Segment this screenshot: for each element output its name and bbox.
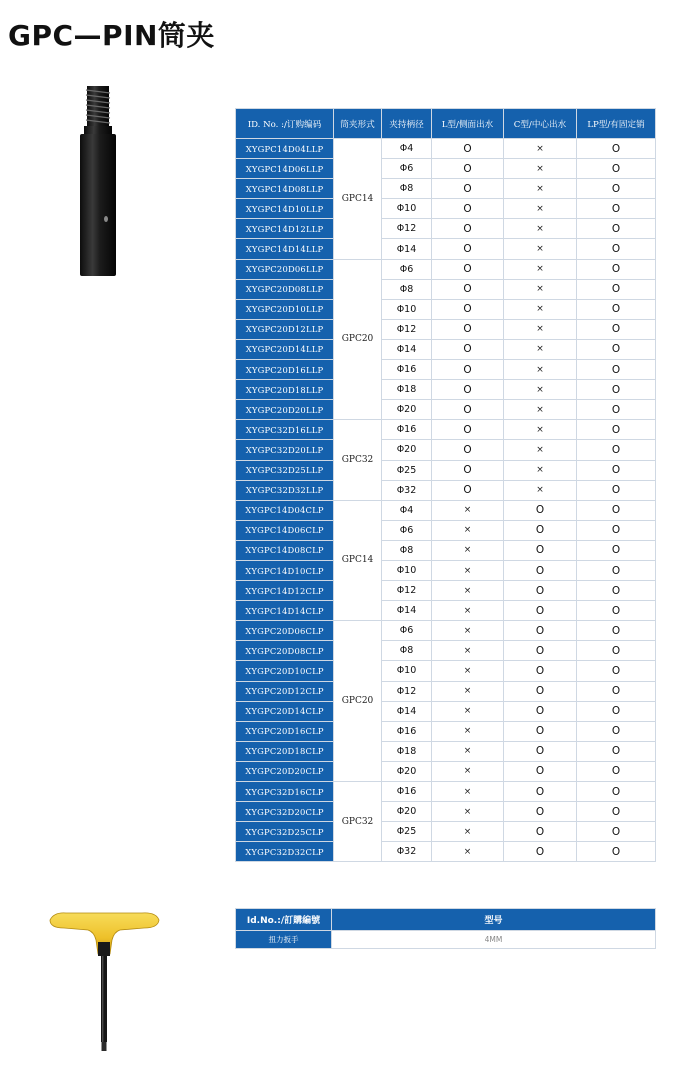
l-type-cell: ×	[432, 802, 504, 822]
shank-diameter-cell: Φ8	[382, 179, 432, 199]
l-type-cell: ×	[432, 601, 504, 621]
lp-type-cell: O	[577, 219, 656, 239]
table-row	[236, 761, 656, 781]
shank-diameter-cell: Φ14	[382, 339, 432, 359]
accessory-row	[236, 931, 656, 949]
l-type-cell: ×	[432, 842, 504, 862]
c-type-cell: ×	[504, 179, 577, 199]
l-type-cell: ×	[432, 681, 504, 701]
lp-type-cell: O	[577, 641, 656, 661]
pin-collet-photo	[56, 82, 140, 282]
order-code-cell: XYGPC20D12LLP	[236, 319, 334, 339]
lp-type-cell: O	[577, 259, 656, 279]
lp-type-cell: O	[577, 420, 656, 440]
shank-diameter-cell: Φ10	[382, 661, 432, 681]
shank-diameter-cell: Φ20	[382, 440, 432, 460]
page-title: GPC—PIN筒夹	[8, 19, 215, 52]
c-type-cell: O	[504, 520, 577, 540]
c-type-cell: O	[504, 621, 577, 641]
c-type-cell: O	[504, 782, 577, 802]
order-code-cell: XYGPC20D16LLP	[236, 360, 334, 380]
lp-type-cell: O	[577, 701, 656, 721]
table-row	[236, 139, 656, 159]
collet-type-cell: GPC32	[334, 420, 382, 500]
l-type-cell: O	[432, 219, 504, 239]
table-row	[236, 741, 656, 761]
lp-type-cell: O	[577, 761, 656, 781]
lp-type-cell: O	[577, 822, 656, 842]
l-type-cell: ×	[432, 761, 504, 781]
lp-type-cell: O	[577, 741, 656, 761]
l-type-cell: ×	[432, 822, 504, 842]
order-code-cell: XYGPC20D10LLP	[236, 299, 334, 319]
order-code-cell: XYGPC14D06LLP	[236, 159, 334, 179]
shank-diameter-cell: Φ20	[382, 400, 432, 420]
lp-type-cell: O	[577, 581, 656, 601]
shank-diameter-cell: Φ10	[382, 299, 432, 319]
lp-type-cell: O	[577, 500, 656, 520]
shank-diameter-cell: Φ32	[382, 480, 432, 500]
c-type-cell: O	[504, 721, 577, 741]
collet-type-cell: GPC14	[334, 139, 382, 260]
l-type-cell: ×	[432, 641, 504, 661]
lp-type-cell: O	[577, 179, 656, 199]
shank-diameter-cell: Φ6	[382, 259, 432, 279]
table-row	[236, 219, 656, 239]
table-row	[236, 822, 656, 842]
shank-diameter-cell: Φ12	[382, 219, 432, 239]
collet-spec-table	[235, 108, 656, 862]
lp-type-cell: O	[577, 661, 656, 681]
c-type-cell: O	[504, 560, 577, 580]
order-code-cell: XYGPC20D10CLP	[236, 661, 334, 681]
shank-diameter-cell: Φ20	[382, 761, 432, 781]
shank-diameter-cell: Φ16	[382, 420, 432, 440]
c-type-cell: ×	[504, 319, 577, 339]
l-type-cell: O	[432, 319, 504, 339]
order-code-cell: XYGPC14D10CLP	[236, 560, 334, 580]
l-type-cell: ×	[432, 721, 504, 741]
table-row	[236, 199, 656, 219]
order-code-cell: XYGPC14D12CLP	[236, 581, 334, 601]
c-type-cell: ×	[504, 360, 577, 380]
shank-diameter-cell: Φ10	[382, 560, 432, 580]
c-type-cell: ×	[504, 239, 577, 259]
header-collet-type: 筒夹形式	[334, 109, 382, 139]
order-code-cell: XYGPC32D16LLP	[236, 420, 334, 440]
lp-type-cell: O	[577, 339, 656, 359]
c-type-cell: O	[504, 701, 577, 721]
lp-type-cell: O	[577, 621, 656, 641]
c-type-cell: O	[504, 761, 577, 781]
shank-diameter-cell: Φ16	[382, 782, 432, 802]
shank-diameter-cell: Φ14	[382, 239, 432, 259]
c-type-cell: ×	[504, 159, 577, 179]
lp-type-cell: O	[577, 400, 656, 420]
collet-type-cell: GPC32	[334, 782, 382, 862]
table-row	[236, 520, 656, 540]
header-l-type: L型/侧面出水	[432, 109, 504, 139]
table-row	[236, 842, 656, 862]
shank-diameter-cell: Φ25	[382, 460, 432, 480]
c-type-cell: ×	[504, 380, 577, 400]
c-type-cell: ×	[504, 219, 577, 239]
header-c-type: C型/中心出水	[504, 109, 577, 139]
c-type-cell: ×	[504, 400, 577, 420]
lp-type-cell: O	[577, 480, 656, 500]
lp-type-cell: O	[577, 842, 656, 862]
table-row	[236, 420, 656, 440]
table-row	[236, 601, 656, 621]
order-code-cell: XYGPC20D12CLP	[236, 681, 334, 701]
lp-type-cell: O	[577, 782, 656, 802]
order-code-cell: XYGPC14D08CLP	[236, 540, 334, 560]
collet-type-cell: GPC20	[334, 259, 382, 420]
l-type-cell: O	[432, 279, 504, 299]
l-type-cell: O	[432, 460, 504, 480]
lp-type-cell: O	[577, 279, 656, 299]
collet-type-cell: GPC20	[334, 621, 382, 782]
order-code-cell: XYGPC14D08LLP	[236, 179, 334, 199]
c-type-cell: ×	[504, 440, 577, 460]
table-row	[236, 701, 656, 721]
order-code-cell: XYGPC32D32LLP	[236, 480, 334, 500]
shank-diameter-cell: Φ8	[382, 540, 432, 560]
order-code-cell: XYGPC32D16CLP	[236, 782, 334, 802]
table-row	[236, 621, 656, 641]
shank-diameter-cell: Φ12	[382, 319, 432, 339]
order-code-cell: XYGPC32D20LLP	[236, 440, 334, 460]
order-code-cell: XYGPC14D14LLP	[236, 239, 334, 259]
table-row	[236, 681, 656, 701]
shank-diameter-cell: Φ16	[382, 721, 432, 741]
l-type-cell: O	[432, 239, 504, 259]
lp-type-cell: O	[577, 560, 656, 580]
table-row	[236, 782, 656, 802]
collet-type-cell: GPC14	[334, 500, 382, 621]
table-row	[236, 480, 656, 500]
table-row	[236, 560, 656, 580]
lp-type-cell: O	[577, 239, 656, 259]
l-type-cell: ×	[432, 500, 504, 520]
accessory-header-model: 型号	[332, 909, 656, 931]
l-type-cell: O	[432, 159, 504, 179]
order-code-cell: XYGPC14D12LLP	[236, 219, 334, 239]
header-shank-diameter: 夹持柄径	[382, 109, 432, 139]
shank-diameter-cell: Φ10	[382, 199, 432, 219]
table-row	[236, 540, 656, 560]
lp-type-cell: O	[577, 520, 656, 540]
shank-diameter-cell: Φ4	[382, 500, 432, 520]
shank-diameter-cell: Φ18	[382, 741, 432, 761]
table-row	[236, 460, 656, 480]
l-type-cell: O	[432, 380, 504, 400]
c-type-cell: O	[504, 741, 577, 761]
c-type-cell: O	[504, 641, 577, 661]
c-type-cell: ×	[504, 259, 577, 279]
accessory-header-row	[236, 909, 656, 931]
c-type-cell: ×	[504, 460, 577, 480]
shank-diameter-cell: Φ25	[382, 822, 432, 842]
l-type-cell: O	[432, 360, 504, 380]
order-code-cell: XYGPC14D04CLP	[236, 500, 334, 520]
c-type-cell: ×	[504, 480, 577, 500]
accessory-table	[235, 908, 656, 949]
c-type-cell: O	[504, 500, 577, 520]
lp-type-cell: O	[577, 440, 656, 460]
order-code-cell: XYGPC20D18CLP	[236, 741, 334, 761]
order-code-cell: XYGPC32D20CLP	[236, 802, 334, 822]
order-code-cell: XYGPC32D25LLP	[236, 460, 334, 480]
lp-type-cell: O	[577, 721, 656, 741]
lp-type-cell: O	[577, 540, 656, 560]
l-type-cell: O	[432, 480, 504, 500]
table-row	[236, 440, 656, 460]
order-code-cell: XYGPC32D25CLP	[236, 822, 334, 842]
c-type-cell: ×	[504, 139, 577, 159]
l-type-cell: ×	[432, 621, 504, 641]
l-type-cell: ×	[432, 540, 504, 560]
lp-type-cell: O	[577, 319, 656, 339]
table-row	[236, 299, 656, 319]
order-code-cell: XYGPC20D06CLP	[236, 621, 334, 641]
table-row	[236, 239, 656, 259]
l-type-cell: ×	[432, 661, 504, 681]
table-row	[236, 259, 656, 279]
l-type-cell: O	[432, 400, 504, 420]
shank-diameter-cell: Φ6	[382, 621, 432, 641]
c-type-cell: O	[504, 601, 577, 621]
shank-diameter-cell: Φ16	[382, 360, 432, 380]
lp-type-cell: O	[577, 460, 656, 480]
l-type-cell: O	[432, 339, 504, 359]
c-type-cell: O	[504, 581, 577, 601]
order-code-cell: XYGPC20D18LLP	[236, 380, 334, 400]
table-row	[236, 319, 656, 339]
lp-type-cell: O	[577, 802, 656, 822]
l-type-cell: O	[432, 179, 504, 199]
table-row	[236, 721, 656, 741]
order-code-cell: XYGPC20D20LLP	[236, 400, 334, 420]
shank-diameter-cell: Φ6	[382, 159, 432, 179]
l-type-cell: ×	[432, 520, 504, 540]
shank-diameter-cell: Φ12	[382, 681, 432, 701]
c-type-cell: ×	[504, 279, 577, 299]
l-type-cell: ×	[432, 741, 504, 761]
table-row	[236, 380, 656, 400]
order-code-cell: XYGPC20D08CLP	[236, 641, 334, 661]
order-code-cell: XYGPC20D14CLP	[236, 701, 334, 721]
c-type-cell: O	[504, 802, 577, 822]
lp-type-cell: O	[577, 159, 656, 179]
order-code-cell: XYGPC20D08LLP	[236, 279, 334, 299]
table-row	[236, 802, 656, 822]
shank-diameter-cell: Φ32	[382, 842, 432, 862]
shank-diameter-cell: Φ12	[382, 581, 432, 601]
order-code-cell: XYGPC20D06LLP	[236, 259, 334, 279]
table-row	[236, 279, 656, 299]
l-type-cell: O	[432, 420, 504, 440]
c-type-cell: ×	[504, 339, 577, 359]
lp-type-cell: O	[577, 360, 656, 380]
table-row	[236, 159, 656, 179]
table-row	[236, 400, 656, 420]
t-handle-wrench-photo	[44, 906, 164, 1056]
l-type-cell: O	[432, 259, 504, 279]
order-code-cell: XYGPC20D20CLP	[236, 761, 334, 781]
table-header-row	[236, 109, 656, 139]
l-type-cell: O	[432, 199, 504, 219]
order-code-cell: XYGPC14D10LLP	[236, 199, 334, 219]
accessory-header-id: Id.No.:/訂購編號	[236, 909, 332, 931]
accessory-name: 扭力扳手	[236, 931, 332, 949]
order-code-cell: XYGPC14D06CLP	[236, 520, 334, 540]
shank-diameter-cell: Φ6	[382, 520, 432, 540]
l-type-cell: O	[432, 299, 504, 319]
header-lp-type: LP型/有固定销	[577, 109, 656, 139]
order-code-cell: XYGPC32D32CLP	[236, 842, 334, 862]
c-type-cell: O	[504, 822, 577, 842]
c-type-cell: ×	[504, 199, 577, 219]
l-type-cell: O	[432, 440, 504, 460]
order-code-cell: XYGPC20D16CLP	[236, 721, 334, 741]
order-code-cell: XYGPC20D14LLP	[236, 339, 334, 359]
shank-diameter-cell: Φ14	[382, 701, 432, 721]
lp-type-cell: O	[577, 139, 656, 159]
shank-diameter-cell: Φ18	[382, 380, 432, 400]
table-row	[236, 581, 656, 601]
l-type-cell: ×	[432, 581, 504, 601]
order-code-cell: XYGPC14D04LLP	[236, 139, 334, 159]
table-row	[236, 179, 656, 199]
table-row	[236, 641, 656, 661]
c-type-cell: O	[504, 661, 577, 681]
shank-diameter-cell: Φ14	[382, 601, 432, 621]
shank-diameter-cell: Φ20	[382, 802, 432, 822]
order-code-cell: XYGPC14D14CLP	[236, 601, 334, 621]
shank-diameter-cell: Φ8	[382, 641, 432, 661]
c-type-cell: O	[504, 842, 577, 862]
lp-type-cell: O	[577, 681, 656, 701]
table-row	[236, 500, 656, 520]
lp-type-cell: O	[577, 601, 656, 621]
lp-type-cell: O	[577, 380, 656, 400]
accessory-model-value: 4MM	[332, 931, 656, 949]
shank-diameter-cell: Φ8	[382, 279, 432, 299]
table-row	[236, 360, 656, 380]
l-type-cell: ×	[432, 782, 504, 802]
c-type-cell: ×	[504, 420, 577, 440]
lp-type-cell: O	[577, 299, 656, 319]
c-type-cell: O	[504, 681, 577, 701]
l-type-cell: O	[432, 139, 504, 159]
table-row	[236, 661, 656, 681]
table-row	[236, 339, 656, 359]
shank-diameter-cell: Φ4	[382, 139, 432, 159]
c-type-cell: O	[504, 540, 577, 560]
c-type-cell: ×	[504, 299, 577, 319]
l-type-cell: ×	[432, 560, 504, 580]
lp-type-cell: O	[577, 199, 656, 219]
l-type-cell: ×	[432, 701, 504, 721]
header-order-code: ID. No. :/订购编码	[236, 109, 334, 139]
